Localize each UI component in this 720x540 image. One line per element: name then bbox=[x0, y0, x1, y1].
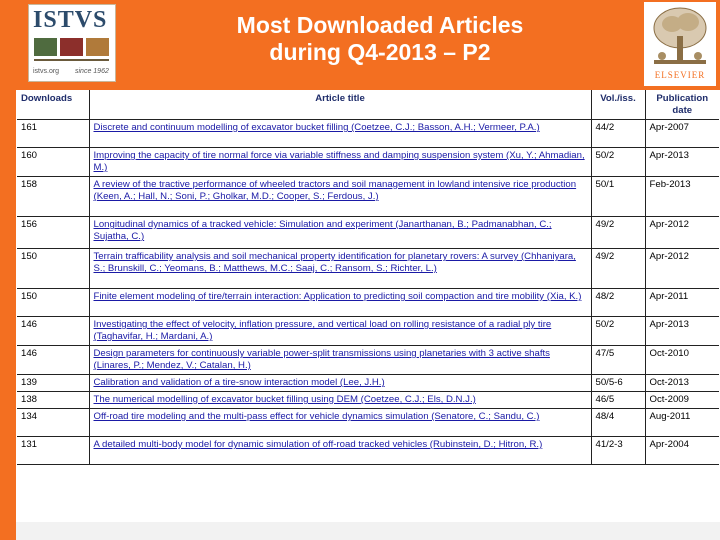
article-title-link[interactable]: Calibration and validation of a tire-snow interaction model (Lee, J.H.) bbox=[89, 375, 591, 392]
publication-date-cell: Apr-2012 bbox=[645, 217, 719, 249]
table-row bbox=[17, 437, 719, 465]
vol-iss-cell: 50/2 bbox=[591, 148, 645, 177]
article-title-link[interactable]: A detailed multi-body model for dynamic simulation of off-road tracked vehicles (Rubinstein, D.; Hitron, R.) bbox=[89, 437, 591, 465]
downloads-cell: 160 bbox=[17, 148, 89, 177]
table-row bbox=[17, 346, 719, 375]
logo-block-green bbox=[34, 38, 57, 56]
downloads-cell: 146 bbox=[17, 317, 89, 346]
article-title-link[interactable]: Design parameters for continuously variable power-split transmissions using planetaries with 3 active shafts (Linares, P.; Mendez, V.; Catalan, H.) bbox=[89, 346, 591, 375]
article-title-link[interactable]: Discrete and continuum modelling of excavator bucket filling (Coetzee, C.J.; Basson, A.H.; Vermeer, P.A.) bbox=[89, 120, 591, 148]
downloads-cell: 134 bbox=[17, 409, 89, 437]
publication-date-cell: Apr-2004 bbox=[645, 437, 719, 465]
elsevier-wordmark: ELSEVIER bbox=[654, 70, 706, 80]
vol-iss-cell: 49/2 bbox=[591, 217, 645, 249]
publication-date-cell: Apr-2012 bbox=[645, 249, 719, 289]
table-row bbox=[17, 409, 719, 437]
article-title-link[interactable]: Investigating the effect of velocity, inflation pressure, and vertical load on rolling resistance of a radial ply tire (Taghavifar, H.; Mardani, A.) bbox=[89, 317, 591, 346]
publication-date-cell: Oct-2013 bbox=[645, 375, 719, 392]
article-title-link[interactable]: A review of the tractive performance of wheeled tractors and soil management in lowland intensive rice production (Keen, A.; Hall, N.; Soni, P.; Gholkar, M.D.; Cooper, S.; Ferdous, J.) bbox=[89, 177, 591, 217]
table-row bbox=[17, 120, 719, 148]
article-title-link[interactable]: The numerical modelling of excavator bucket filling using DEM (Coetzee, C.J.; Els, D.N.J.) bbox=[89, 392, 591, 409]
table-header-row bbox=[17, 90, 719, 120]
table-row bbox=[17, 392, 719, 409]
publication-date-cell: Feb-2013 bbox=[645, 177, 719, 217]
article-title-link[interactable]: Improving the capacity of tire normal force via variable stiffness and damping suspension system (Xu, Y.; Ahmadian, M.) bbox=[89, 148, 591, 177]
istvs-logo-text: ISTVS bbox=[33, 7, 108, 33]
downloads-cell: 150 bbox=[17, 289, 89, 317]
table-row bbox=[17, 217, 719, 249]
publication-date-cell: Oct-2009 bbox=[645, 392, 719, 409]
elsevier-logo bbox=[644, 2, 716, 86]
istvs-logo bbox=[28, 4, 116, 82]
table-row bbox=[17, 177, 719, 217]
table-row bbox=[17, 289, 719, 317]
downloads-cell: 158 bbox=[17, 177, 89, 217]
table-row bbox=[17, 249, 719, 289]
article-title-link[interactable]: Off-road tire modeling and the multi-pass effect for vehicle dynamics simulation (Senatore, C.; Sandu, C.) bbox=[89, 409, 591, 437]
logo-block-brown bbox=[86, 38, 109, 56]
header-article-title: Article title bbox=[89, 90, 591, 120]
publication-date-cell: Aug-2011 bbox=[645, 409, 719, 437]
downloads-cell: 139 bbox=[17, 375, 89, 392]
table-row bbox=[17, 148, 719, 177]
article-title-link[interactable]: Finite element modeling of tire/terrain interaction: Application to predicting soil compaction and tire mobility (Xia, K.) bbox=[89, 289, 591, 317]
table-row bbox=[17, 375, 719, 392]
header-publication-date: Publication date bbox=[645, 90, 719, 120]
articles-table bbox=[17, 90, 719, 465]
elsevier-tree-icon bbox=[644, 2, 716, 70]
publication-date-cell: Apr-2013 bbox=[645, 148, 719, 177]
downloads-cell: 138 bbox=[17, 392, 89, 409]
header-downloads: Downloads bbox=[17, 90, 89, 120]
article-title-link[interactable]: Longitudinal dynamics of a tracked vehicle: Simulation and experiment (Janarthanan, B.; Padmanabhan, C.; Sujatha, C.) bbox=[89, 217, 591, 249]
downloads-cell: 161 bbox=[17, 120, 89, 148]
header-vol-iss: Vol./iss. bbox=[591, 90, 645, 120]
logo-block-red bbox=[60, 38, 83, 56]
page-title bbox=[170, 12, 590, 66]
publication-date-cell: Apr-2011 bbox=[645, 289, 719, 317]
table-row bbox=[17, 317, 719, 346]
downloads-cell: 150 bbox=[17, 249, 89, 289]
left-accent-strip bbox=[0, 0, 16, 540]
downloads-cell: 146 bbox=[17, 346, 89, 375]
title-line-1: Most Downloaded Articles bbox=[236, 12, 524, 38]
publication-date-cell: Apr-2007 bbox=[645, 120, 719, 148]
publication-date-cell: Apr-2013 bbox=[645, 317, 719, 346]
vol-iss-cell: 44/2 bbox=[591, 120, 645, 148]
vol-iss-cell: 50/5-6 bbox=[591, 375, 645, 392]
title-line-2: during Q4-2013 – P2 bbox=[269, 39, 491, 65]
vol-iss-cell: 46/5 bbox=[591, 392, 645, 409]
vol-iss-cell: 48/4 bbox=[591, 409, 645, 437]
vol-iss-cell: 48/2 bbox=[591, 289, 645, 317]
vol-iss-cell: 49/2 bbox=[591, 249, 645, 289]
article-title-link[interactable]: Terrain trafficability analysis and soil mechanical property identification for planetary rovers: A survey (Chhaniyara, S.; Brunskill, C.; Yeomans, B.; Matthews, M.C.; Saaj, C.; Ransom, S.; Richter, L.) bbox=[89, 249, 591, 289]
istvs-url: istvs.org bbox=[33, 68, 60, 75]
downloads-cell: 156 bbox=[17, 217, 89, 249]
istvs-since: since 1962 bbox=[75, 68, 109, 75]
downloads-cell: 131 bbox=[17, 437, 89, 465]
vol-iss-cell: 50/1 bbox=[591, 177, 645, 217]
publication-date-cell: Oct-2010 bbox=[645, 346, 719, 375]
vol-iss-cell: 50/2 bbox=[591, 317, 645, 346]
vol-iss-cell: 47/5 bbox=[591, 346, 645, 375]
logo-divider bbox=[34, 59, 109, 61]
vol-iss-cell: 41/2-3 bbox=[591, 437, 645, 465]
